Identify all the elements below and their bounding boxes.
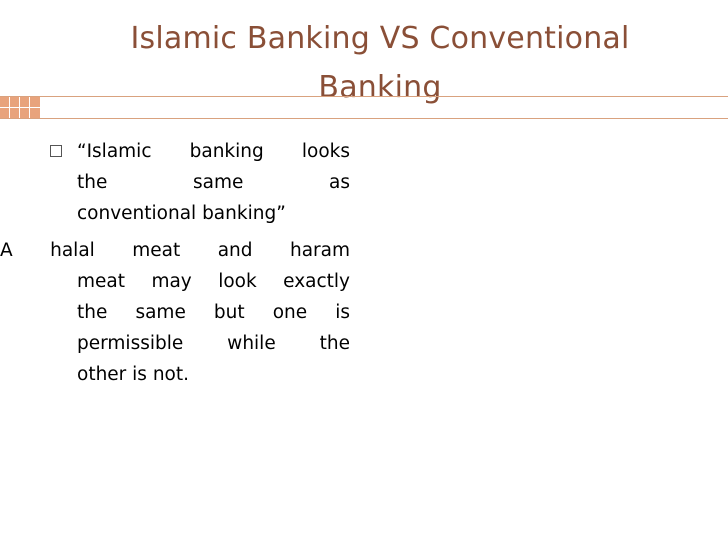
slide-title-line1: Islamic Banking VS Conventional: [130, 21, 630, 56]
paragraph-line: other is not.: [77, 364, 190, 385]
bullet-line: the same as: [77, 172, 350, 193]
slide-title-line2: Banking: [318, 70, 442, 105]
slide-body: [0, 136, 350, 390]
slide-title: [40, 14, 720, 112]
paragraph-line: permissible while the: [77, 333, 350, 354]
bullet-line: conventional banking”: [77, 203, 286, 224]
bullet-line: “Islamic banking looks: [77, 141, 350, 162]
title-rule-bottom: [40, 118, 728, 119]
paragraph-line: meat may look exactly: [77, 271, 350, 292]
accent-grid-decoration: [0, 96, 40, 119]
title-rule-top: [40, 96, 728, 97]
paragraph-line: the same but one is: [77, 302, 350, 323]
square-bullet-icon: [50, 145, 62, 157]
bullet-item: [0, 136, 350, 229]
body-paragraph: [0, 235, 350, 390]
paragraph-line: A halal meat and haram: [0, 240, 350, 261]
bullet-quote: [77, 136, 350, 229]
